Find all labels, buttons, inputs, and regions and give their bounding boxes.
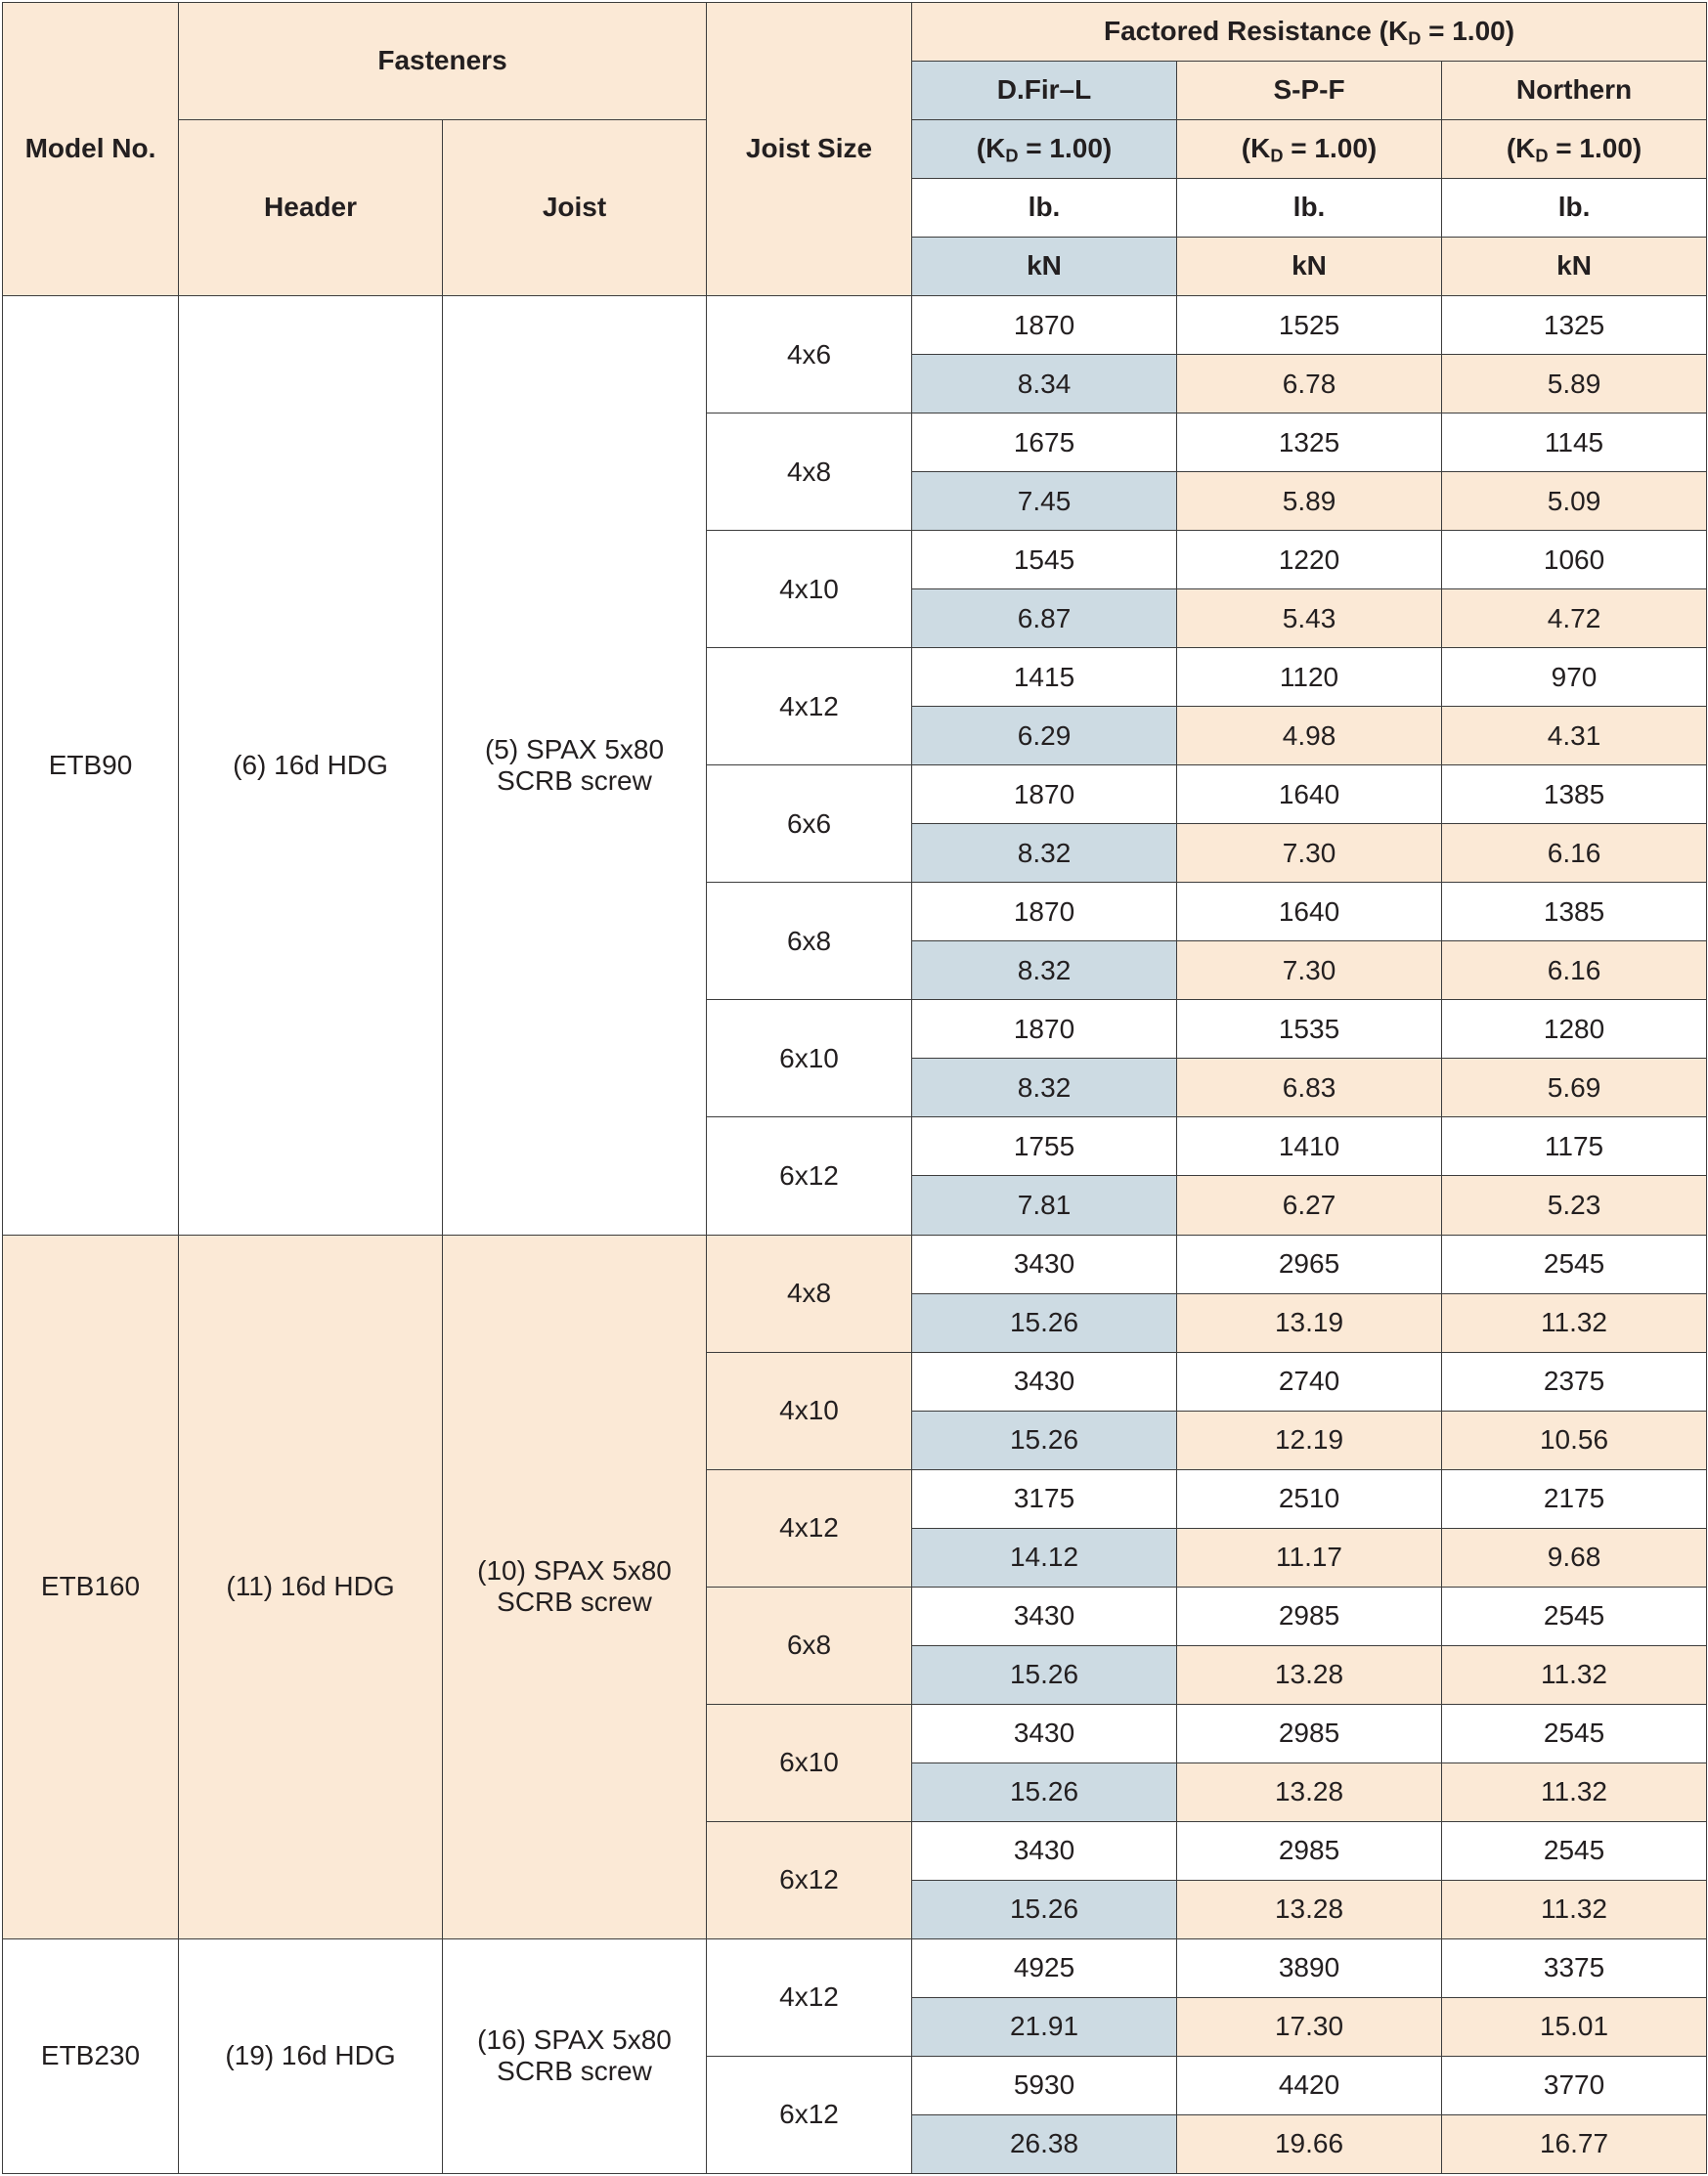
model-cell: ETB90 — [3, 296, 179, 1236]
lb-value-cell: 2740 — [1177, 1352, 1442, 1411]
kd-prefix: (K — [1506, 133, 1536, 164]
species-header-spf: S-P-F — [1177, 62, 1442, 120]
joist-size-cell: 4x6 — [707, 296, 912, 413]
header-fastener-cell: (11) 16d HDG — [179, 1235, 443, 1938]
kd-sub: D — [1270, 146, 1284, 166]
species-header-northern: Northern — [1442, 62, 1707, 120]
lb-value-cell: 1640 — [1177, 883, 1442, 941]
joist-fastener-cell — [443, 1938, 707, 2173]
kd-suffix: = 1.00) — [1018, 133, 1113, 164]
kn-value-cell: 15.26 — [912, 1411, 1177, 1469]
lb-value-cell: 1175 — [1442, 1117, 1707, 1176]
lb-value-cell: 1755 — [912, 1117, 1177, 1176]
etb-factored-resistance-table — [2, 2, 1707, 2174]
kn-value-cell: 5.43 — [1177, 589, 1442, 648]
joist-fastener-line: SCRB screw — [497, 1587, 652, 1618]
joist-size-cell: 4x10 — [707, 1352, 912, 1469]
kn-value-cell: 13.28 — [1177, 1880, 1442, 1938]
kn-value-cell: 9.68 — [1442, 1528, 1707, 1587]
lb-value-cell: 2375 — [1442, 1352, 1707, 1411]
kn-value-cell: 7.45 — [912, 472, 1177, 531]
kn-value-cell: 5.23 — [1442, 1176, 1707, 1235]
joist-size-cell: 6x12 — [707, 2056, 912, 2173]
kn-value-cell: 13.28 — [1177, 1763, 1442, 1821]
lb-value-cell: 1385 — [1442, 883, 1707, 941]
joist-fastener-cell — [443, 1235, 707, 1938]
joist-size-cell: 4x10 — [707, 531, 912, 648]
factored-resistance-header — [912, 3, 1707, 62]
lb-value-cell: 1280 — [1442, 1000, 1707, 1059]
lb-value-cell: 2545 — [1442, 1235, 1707, 1293]
kd-sub: D — [1005, 146, 1019, 166]
lb-value-cell: 2985 — [1177, 1587, 1442, 1645]
lb-value-cell: 1675 — [912, 413, 1177, 472]
lb-value-cell: 1120 — [1177, 648, 1442, 707]
kd-prefix: (K — [976, 133, 1006, 164]
joist-size-cell: 6x12 — [707, 1117, 912, 1235]
lb-value-cell: 3430 — [912, 1235, 1177, 1293]
model-cell: ETB230 — [3, 1938, 179, 2173]
lb-value-cell: 1525 — [1177, 296, 1442, 355]
lb-value-cell: 2545 — [1442, 1704, 1707, 1763]
kn-value-cell: 15.01 — [1442, 1997, 1707, 2056]
joist-size-cell: 4x8 — [707, 413, 912, 531]
kd-prefix: (K — [1241, 133, 1271, 164]
table-body — [3, 296, 1707, 2174]
kn-value-cell: 11.32 — [1442, 1645, 1707, 1704]
kn-value-cell: 12.19 — [1177, 1411, 1442, 1469]
joist-size-cell: 6x8 — [707, 883, 912, 1000]
kd-suffix: = 1.00) — [1283, 133, 1378, 164]
kn-value-cell: 6.27 — [1177, 1176, 1442, 1235]
fasteners-header: Fasteners — [179, 3, 707, 120]
kn-value-cell: 10.56 — [1442, 1411, 1707, 1469]
kn-value-cell: 21.91 — [912, 1997, 1177, 2056]
factored-prefix: Factored Resistance (K — [1103, 16, 1409, 47]
lb-value-cell: 1545 — [912, 531, 1177, 589]
table-row — [3, 1938, 1707, 1997]
lb-value-cell: 2545 — [1442, 1587, 1707, 1645]
joist-fastener-line: SCRB screw — [497, 2056, 652, 2087]
joist-fastener-line: SCRB screw — [497, 764, 652, 796]
factored-sub: D — [1408, 28, 1422, 49]
lb-value-cell: 1325 — [1177, 413, 1442, 472]
joist-size-cell: 6x6 — [707, 765, 912, 883]
kd-header-northern — [1442, 120, 1707, 179]
kn-value-cell: 8.32 — [912, 824, 1177, 883]
table-row — [3, 1235, 1707, 1293]
joist-size-cell: 4x12 — [707, 1938, 912, 2056]
joist-size-cell: 6x10 — [707, 1000, 912, 1117]
lb-value-cell: 1535 — [1177, 1000, 1442, 1059]
kn-value-cell: 6.16 — [1442, 824, 1707, 883]
kn-value-cell: 5.69 — [1442, 1059, 1707, 1117]
kn-value-cell: 5.89 — [1442, 355, 1707, 413]
joist-size-cell: 4x12 — [707, 1469, 912, 1587]
header-fastener-header: Header — [179, 120, 443, 296]
lb-value-cell: 3430 — [912, 1352, 1177, 1411]
unit-kn-dfir: kN — [912, 238, 1177, 296]
lb-value-cell: 2965 — [1177, 1235, 1442, 1293]
lb-value-cell: 3175 — [912, 1469, 1177, 1528]
kn-value-cell: 6.83 — [1177, 1059, 1442, 1117]
kn-value-cell: 15.26 — [912, 1645, 1177, 1704]
lb-value-cell: 2985 — [1177, 1821, 1442, 1880]
joist-size-cell: 6x12 — [707, 1821, 912, 1938]
joist-fastener-cell — [443, 296, 707, 1236]
lb-value-cell: 970 — [1442, 648, 1707, 707]
unit-kn-northern: kN — [1442, 238, 1707, 296]
lb-value-cell: 2545 — [1442, 1821, 1707, 1880]
factored-suffix: = 1.00) — [1421, 16, 1515, 47]
unit-kn-spf: kN — [1177, 238, 1442, 296]
kn-value-cell: 16.77 — [1442, 2114, 1707, 2173]
kn-value-cell: 14.12 — [912, 1528, 1177, 1587]
lb-value-cell: 1870 — [912, 1000, 1177, 1059]
joist-fastener-line: (10) SPAX 5x80 — [477, 1555, 672, 1587]
kn-value-cell: 7.30 — [1177, 941, 1442, 1000]
lb-value-cell: 3375 — [1442, 1938, 1707, 1997]
lb-value-cell: 5930 — [912, 2056, 1177, 2114]
species-header-dfir: D.Fir–L — [912, 62, 1177, 120]
lb-value-cell: 3430 — [912, 1821, 1177, 1880]
kn-value-cell: 11.32 — [1442, 1293, 1707, 1352]
kd-sub: D — [1535, 146, 1549, 166]
joist-size-cell: 6x10 — [707, 1704, 912, 1821]
lb-value-cell: 1145 — [1442, 413, 1707, 472]
table-header — [3, 3, 1707, 296]
kn-value-cell: 11.32 — [1442, 1763, 1707, 1821]
lb-value-cell: 1385 — [1442, 765, 1707, 824]
kn-value-cell: 7.81 — [912, 1176, 1177, 1235]
unit-lb-dfir: lb. — [912, 179, 1177, 238]
kd-header-dfir — [912, 120, 1177, 179]
lb-value-cell: 1870 — [912, 883, 1177, 941]
kn-value-cell: 15.26 — [912, 1880, 1177, 1938]
lb-value-cell: 4420 — [1177, 2056, 1442, 2114]
kn-value-cell: 5.89 — [1177, 472, 1442, 531]
joist-fastener-line: (16) SPAX 5x80 — [477, 2024, 672, 2056]
kn-value-cell: 13.19 — [1177, 1293, 1442, 1352]
header-fastener-cell: (19) 16d HDG — [179, 1938, 443, 2173]
kn-value-cell: 8.32 — [912, 1059, 1177, 1117]
joist-size-header: Joist Size — [707, 3, 912, 296]
unit-lb-spf: lb. — [1177, 179, 1442, 238]
kd-header-spf — [1177, 120, 1442, 179]
kn-value-cell: 17.30 — [1177, 1997, 1442, 2056]
header-fastener-cell: (6) 16d HDG — [179, 296, 443, 1236]
model-no-header: Model No. — [3, 3, 179, 296]
lb-value-cell: 3430 — [912, 1704, 1177, 1763]
lb-value-cell: 1410 — [1177, 1117, 1442, 1176]
lb-value-cell: 3890 — [1177, 1938, 1442, 1997]
kn-value-cell: 19.66 — [1177, 2114, 1442, 2173]
joist-fastener-line: (5) SPAX 5x80 — [484, 733, 665, 764]
kn-value-cell: 5.09 — [1442, 472, 1707, 531]
joist-size-cell: 6x8 — [707, 1587, 912, 1704]
table-row — [3, 296, 1707, 355]
lb-value-cell: 3430 — [912, 1587, 1177, 1645]
kn-value-cell: 6.16 — [1442, 941, 1707, 1000]
lb-value-cell: 4925 — [912, 1938, 1177, 1997]
kn-value-cell: 11.17 — [1177, 1528, 1442, 1587]
kd-suffix: = 1.00) — [1548, 133, 1642, 164]
kn-value-cell: 11.32 — [1442, 1880, 1707, 1938]
kn-value-cell: 8.34 — [912, 355, 1177, 413]
joist-size-cell: 4x12 — [707, 648, 912, 765]
model-cell: ETB160 — [3, 1235, 179, 1938]
lb-value-cell: 2985 — [1177, 1704, 1442, 1763]
lb-value-cell: 2175 — [1442, 1469, 1707, 1528]
joist-size-cell: 4x8 — [707, 1235, 912, 1352]
kn-value-cell: 4.72 — [1442, 589, 1707, 648]
lb-value-cell: 1640 — [1177, 765, 1442, 824]
unit-lb-northern: lb. — [1442, 179, 1707, 238]
kn-value-cell: 15.26 — [912, 1763, 1177, 1821]
kn-value-cell: 6.29 — [912, 707, 1177, 765]
lb-value-cell: 1220 — [1177, 531, 1442, 589]
kn-value-cell: 8.32 — [912, 941, 1177, 1000]
lb-value-cell: 1060 — [1442, 531, 1707, 589]
lb-value-cell: 1325 — [1442, 296, 1707, 355]
joist-fastener-header: Joist — [443, 120, 707, 296]
lb-value-cell: 2510 — [1177, 1469, 1442, 1528]
kn-value-cell: 4.31 — [1442, 707, 1707, 765]
kn-value-cell: 6.87 — [912, 589, 1177, 648]
lb-value-cell: 3770 — [1442, 2056, 1707, 2114]
lb-value-cell: 1415 — [912, 648, 1177, 707]
kn-value-cell: 26.38 — [912, 2114, 1177, 2173]
kn-value-cell: 15.26 — [912, 1293, 1177, 1352]
lb-value-cell: 1870 — [912, 296, 1177, 355]
kn-value-cell: 13.28 — [1177, 1645, 1442, 1704]
kn-value-cell: 6.78 — [1177, 355, 1442, 413]
lb-value-cell: 1870 — [912, 765, 1177, 824]
kn-value-cell: 4.98 — [1177, 707, 1442, 765]
kn-value-cell: 7.30 — [1177, 824, 1442, 883]
